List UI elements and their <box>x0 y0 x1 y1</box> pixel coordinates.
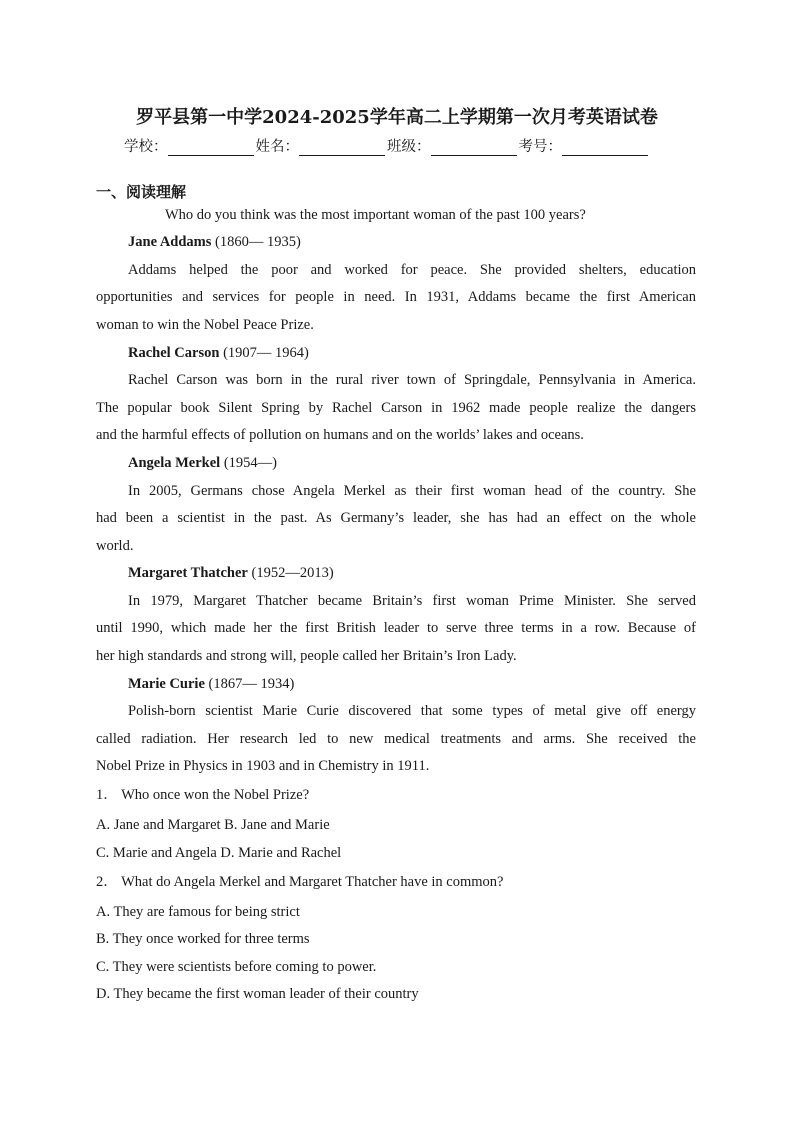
person-years: (1907— 1964) <box>219 345 309 361</box>
paragraph-line: world. <box>96 538 134 554</box>
answer-option[interactable]: C. They were scientists before coming to power. <box>96 959 377 975</box>
person-years: (1867— 1934) <box>204 676 295 692</box>
paragraph-line: called radiation. Her research led to new medical treatments and arms. She received the <box>96 731 696 747</box>
paragraph-line: In 1979, Margaret Thatcher became Britain’s first woman Prime Minister. She served <box>128 593 696 609</box>
person-name: Jane Addams <box>128 234 212 250</box>
paragraph-line: her high standards and strong will, people called her Britain’s Iron Lady. <box>96 648 517 664</box>
paragraph-line: Nobel Prize in Physics in 1903 and in Chemistry in 1911. <box>96 758 430 774</box>
person-heading <box>128 232 696 252</box>
person-years: (1954—) <box>220 455 278 471</box>
paragraph-line: In 2005, Germans chose Angela Merkel as their first woman head of the country. She <box>128 483 696 499</box>
person-heading <box>128 343 696 363</box>
person-name: Marie Curie <box>128 676 205 692</box>
paragraph-line: The popular book Silent Spring by Rachel Carson in 1962 made people realize the dangers <box>96 400 696 416</box>
paragraph-line: Addams helped the poor and worked for peace. She provided shelters, education <box>128 262 696 278</box>
answer-option[interactable]: B. They once worked for three terms <box>96 931 310 947</box>
person-name: Rachel Carson <box>128 345 220 361</box>
section-title: 一、阅读理解 <box>96 183 187 201</box>
person-heading <box>128 674 696 694</box>
person-name: Margaret Thatcher <box>128 565 248 581</box>
person-name: Angela Merkel <box>128 455 221 471</box>
school-label: 学校： <box>124 139 168 155</box>
paragraph-line: Rachel Carson was born in the rural river town of Springdale, Pennsylvania in America. <box>128 372 696 388</box>
person-heading <box>128 453 696 473</box>
paragraph-line: opportunities and services for people in need. In 1931, Addams became the first American <box>96 289 696 305</box>
person-years: (1952—2013) <box>247 565 334 581</box>
answer-option[interactable]: A. Jane and Margaret B. Jane and Marie <box>96 817 330 833</box>
exam-title: 罗平县第一中学2024-2025学年高二上学期第一次月考英语试卷 <box>136 107 658 128</box>
paragraph-line: until 1990, which made her the first British leader to serve three terms in a row. Because of <box>96 620 696 636</box>
class-blank[interactable] <box>431 139 517 156</box>
number-field <box>519 135 651 156</box>
name-label: 姓名： <box>255 139 299 155</box>
person-years: (1860— 1935) <box>211 234 301 250</box>
name-blank[interactable] <box>299 139 385 156</box>
school-field <box>124 135 256 156</box>
school-blank[interactable] <box>168 139 254 156</box>
paragraph-line: and the harmful effects of pollution on humans and on the worlds’ lakes and oceans. <box>96 427 584 443</box>
class-label: 班级： <box>387 139 431 155</box>
paragraph-line: Polish-born scientist Marie Curie discovered that some types of metal give off energy <box>128 703 696 719</box>
paragraph-line: had been a scientist in the past. As Germany’s leader, she has had an effect on the whole <box>96 510 696 526</box>
name-field <box>256 135 388 156</box>
answer-option[interactable]: D. They became the first woman leader of their country <box>96 986 419 1002</box>
question-stem: 2． What do Angela Merkel and Margaret Thatcher have in common? <box>96 874 504 890</box>
person-heading <box>128 563 696 583</box>
answer-option[interactable]: A. They are famous for being strict <box>96 904 300 920</box>
paragraph-line: woman to win the Nobel Peace Prize. <box>96 317 314 333</box>
number-blank[interactable] <box>562 139 648 156</box>
class-field <box>387 135 519 156</box>
answer-option[interactable]: C. Marie and Angela D. Marie and Rachel <box>96 845 342 861</box>
student-info-row <box>124 135 684 156</box>
reading-intro: Who do you think was the most important woman of the past 100 years? <box>165 207 586 223</box>
question-stem: 1． Who once won the Nobel Prize? <box>96 787 310 803</box>
number-label: 考号： <box>518 139 562 155</box>
